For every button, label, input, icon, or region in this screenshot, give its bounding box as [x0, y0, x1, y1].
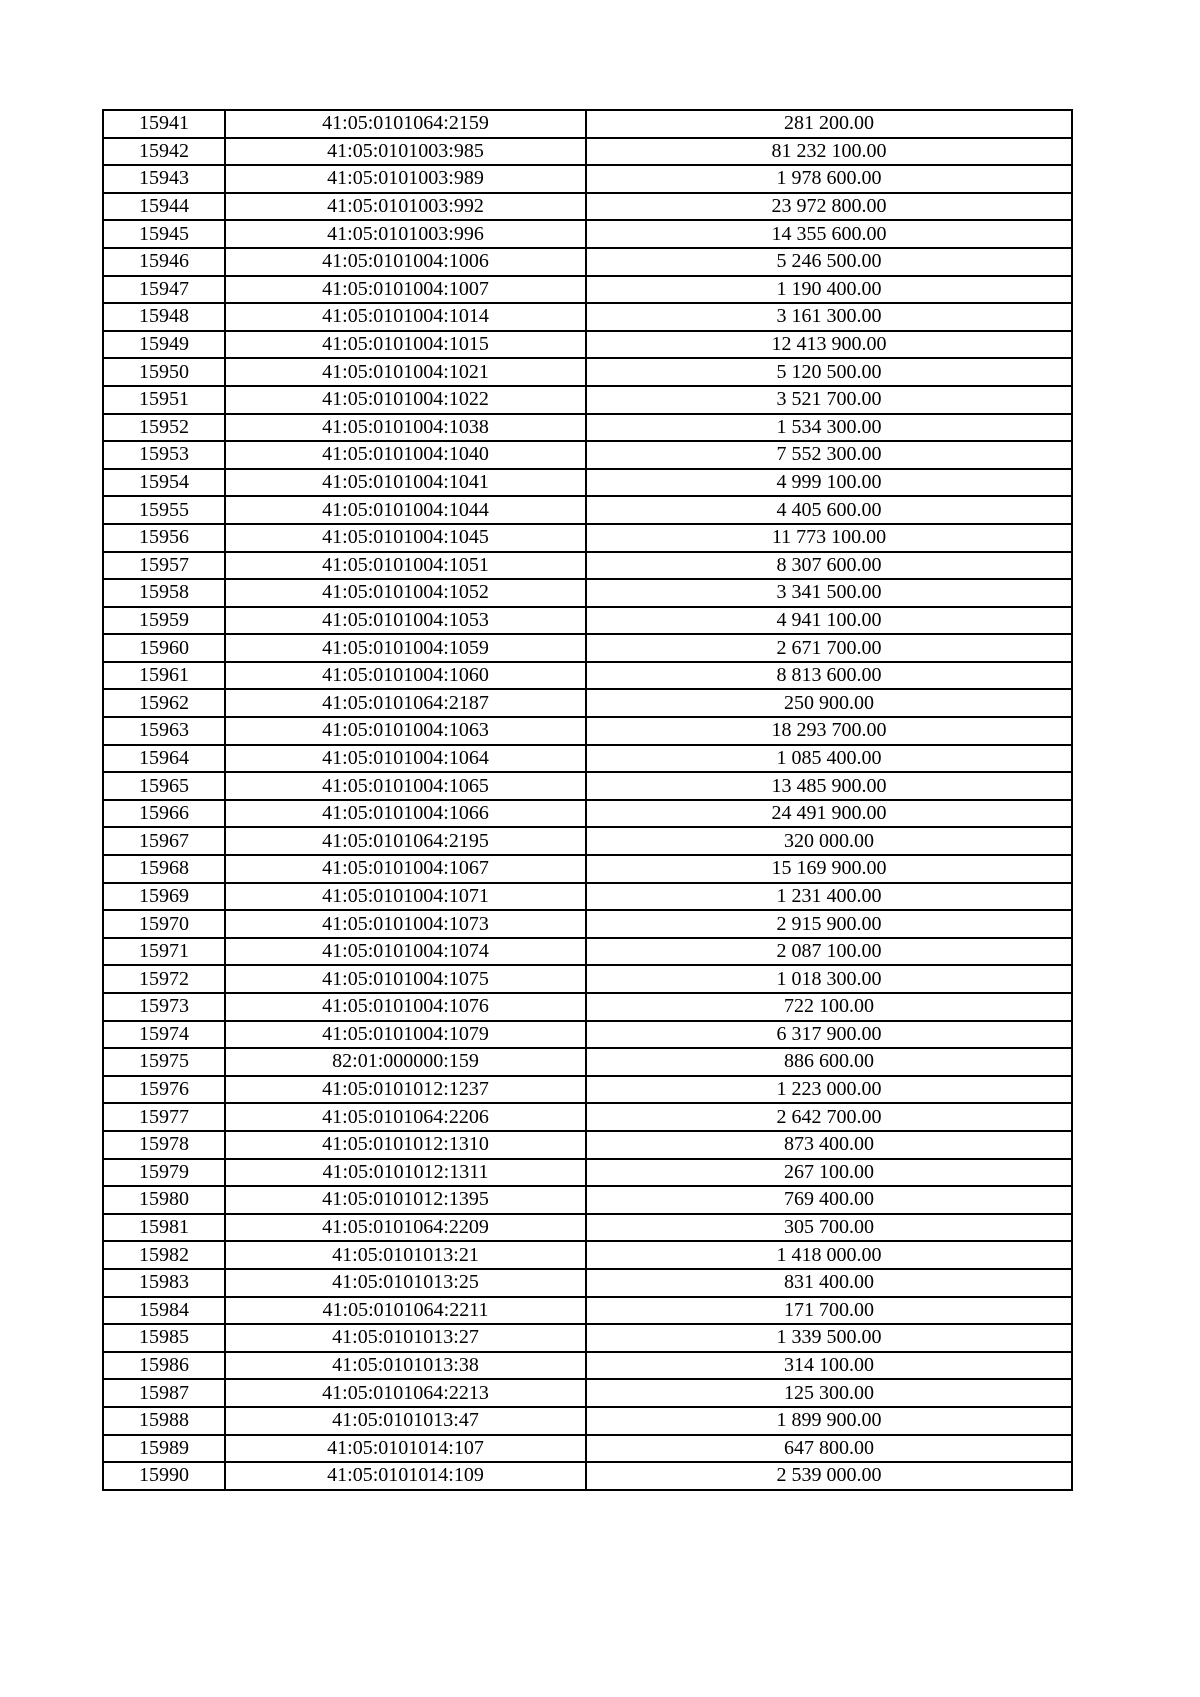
table-row — [103, 883, 1072, 911]
table-row — [103, 1214, 1072, 1242]
row-number-cell: 15947 — [103, 276, 225, 304]
table-row — [103, 441, 1072, 469]
table-row — [103, 1324, 1072, 1352]
table-row — [103, 1379, 1072, 1407]
table-row — [103, 1021, 1072, 1049]
table-row — [103, 248, 1072, 276]
cadastral-number-cell: 41:05:0101004:1066 — [225, 800, 586, 828]
cadastral-number-cell: 41:05:0101004:1052 — [225, 579, 586, 607]
cadastral-value-cell: 1 223 000.00 — [586, 1076, 1072, 1104]
cadastral-number-cell: 41:05:0101004:1075 — [225, 965, 586, 993]
row-number-cell: 15941 — [103, 110, 225, 138]
cadastral-number-cell: 41:05:0101064:2206 — [225, 1103, 586, 1131]
table-row — [103, 386, 1072, 414]
cadastral-value-cell: 647 800.00 — [586, 1435, 1072, 1463]
table-row — [103, 552, 1072, 580]
cadastral-number-cell: 41:05:0101012:1237 — [225, 1076, 586, 1104]
table-row — [103, 193, 1072, 221]
table-row — [103, 303, 1072, 331]
table-row — [103, 1297, 1072, 1325]
cadastral-number-cell: 41:05:0101004:1045 — [225, 524, 586, 552]
row-number-cell: 15974 — [103, 1021, 225, 1049]
cadastral-value-cell: 314 100.00 — [586, 1352, 1072, 1380]
cadastral-number-cell: 41:05:0101014:107 — [225, 1435, 586, 1463]
table-row — [103, 855, 1072, 883]
table-row — [103, 414, 1072, 442]
cadastral-value-cell: 1 978 600.00 — [586, 165, 1072, 193]
row-number-cell: 15960 — [103, 634, 225, 662]
cadastral-number-cell: 41:05:0101064:2159 — [225, 110, 586, 138]
table-row — [103, 1103, 1072, 1131]
cadastral-value-cell: 3 161 300.00 — [586, 303, 1072, 331]
cadastral-value-cell: 250 900.00 — [586, 689, 1072, 717]
row-number-cell: 15976 — [103, 1076, 225, 1104]
row-number-cell: 15981 — [103, 1214, 225, 1242]
cadastral-number-cell: 41:05:0101014:109 — [225, 1462, 586, 1490]
table-row — [103, 358, 1072, 386]
row-number-cell: 15954 — [103, 469, 225, 497]
table-row — [103, 1131, 1072, 1159]
table-row — [103, 965, 1072, 993]
table-row — [103, 717, 1072, 745]
table-row — [103, 220, 1072, 248]
cadastral-number-cell: 41:05:0101013:38 — [225, 1352, 586, 1380]
table-row — [103, 469, 1072, 497]
cadastral-number-cell: 41:05:0101013:47 — [225, 1407, 586, 1435]
row-number-cell: 15973 — [103, 993, 225, 1021]
row-number-cell: 15958 — [103, 579, 225, 607]
cadastral-number-cell: 41:05:0101004:1041 — [225, 469, 586, 497]
row-number-cell: 15977 — [103, 1103, 225, 1131]
table-row — [103, 1407, 1072, 1435]
cadastral-value-cell: 320 000.00 — [586, 827, 1072, 855]
cadastral-value-cell: 7 552 300.00 — [586, 441, 1072, 469]
table-row — [103, 1048, 1072, 1076]
table-row — [103, 1241, 1072, 1269]
cadastral-value-cell: 24 491 900.00 — [586, 800, 1072, 828]
cadastral-number-cell: 41:05:0101064:2213 — [225, 1379, 586, 1407]
cadastral-value-cell: 1 231 400.00 — [586, 883, 1072, 911]
row-number-cell: 15972 — [103, 965, 225, 993]
cadastral-number-cell: 41:05:0101003:989 — [225, 165, 586, 193]
cadastral-value-cell: 3 521 700.00 — [586, 386, 1072, 414]
cadastral-number-cell: 41:05:0101004:1074 — [225, 938, 586, 966]
row-number-cell: 15945 — [103, 220, 225, 248]
cadastral-value-cell: 23 972 800.00 — [586, 193, 1072, 221]
cadastral-number-cell: 41:05:0101003:992 — [225, 193, 586, 221]
table-row — [103, 800, 1072, 828]
table-row — [103, 331, 1072, 359]
row-number-cell: 15988 — [103, 1407, 225, 1435]
row-number-cell: 15987 — [103, 1379, 225, 1407]
row-number-cell: 15970 — [103, 910, 225, 938]
row-number-cell: 15980 — [103, 1186, 225, 1214]
cadastral-value-cell: 15 169 900.00 — [586, 855, 1072, 883]
table-row — [103, 993, 1072, 1021]
row-number-cell: 15956 — [103, 524, 225, 552]
row-number-cell: 15979 — [103, 1159, 225, 1187]
cadastral-value-cell: 4 999 100.00 — [586, 469, 1072, 497]
cadastral-number-cell: 41:05:0101064:2211 — [225, 1297, 586, 1325]
row-number-cell: 15965 — [103, 772, 225, 800]
cadastral-number-cell: 41:05:0101004:1021 — [225, 358, 586, 386]
cadastral-number-cell: 41:05:0101004:1060 — [225, 662, 586, 690]
row-number-cell: 15955 — [103, 496, 225, 524]
cadastral-number-cell: 41:05:0101012:1310 — [225, 1131, 586, 1159]
row-number-cell: 15982 — [103, 1241, 225, 1269]
cadastral-value-cell: 5 246 500.00 — [586, 248, 1072, 276]
cadastral-value-cell: 8 307 600.00 — [586, 552, 1072, 580]
cadastral-number-cell: 41:05:0101004:1065 — [225, 772, 586, 800]
cadastral-value-cell: 1 085 400.00 — [586, 745, 1072, 773]
row-number-cell: 15944 — [103, 193, 225, 221]
cadastral-number-cell: 41:05:0101004:1014 — [225, 303, 586, 331]
cadastral-value-cell: 267 100.00 — [586, 1159, 1072, 1187]
row-number-cell: 15986 — [103, 1352, 225, 1380]
table-body — [103, 110, 1072, 1490]
cadastral-value-cell: 1 899 900.00 — [586, 1407, 1072, 1435]
cadastral-number-cell: 41:05:0101064:2209 — [225, 1214, 586, 1242]
row-number-cell: 15964 — [103, 745, 225, 773]
row-number-cell: 15968 — [103, 855, 225, 883]
cadastral-value-cell: 886 600.00 — [586, 1048, 1072, 1076]
table-row — [103, 110, 1072, 138]
row-number-cell: 15984 — [103, 1297, 225, 1325]
row-number-cell: 15950 — [103, 358, 225, 386]
cadastral-number-cell: 41:05:0101012:1311 — [225, 1159, 586, 1187]
table-row — [103, 938, 1072, 966]
table-row — [103, 662, 1072, 690]
cadastral-value-cell: 2 671 700.00 — [586, 634, 1072, 662]
row-number-cell: 15967 — [103, 827, 225, 855]
cadastral-number-cell: 41:05:0101004:1038 — [225, 414, 586, 442]
cadastral-value-cell: 873 400.00 — [586, 1131, 1072, 1159]
cadastral-number-cell: 41:05:0101004:1064 — [225, 745, 586, 773]
table-row — [103, 276, 1072, 304]
cadastral-number-cell: 41:05:0101004:1076 — [225, 993, 586, 1021]
cadastral-value-cell: 6 317 900.00 — [586, 1021, 1072, 1049]
cadastral-value-cell: 722 100.00 — [586, 993, 1072, 1021]
cadastral-number-cell: 41:05:0101004:1007 — [225, 276, 586, 304]
row-number-cell: 15963 — [103, 717, 225, 745]
row-number-cell: 15983 — [103, 1269, 225, 1297]
table-row — [103, 1186, 1072, 1214]
row-number-cell: 15948 — [103, 303, 225, 331]
cadastral-value-cell: 125 300.00 — [586, 1379, 1072, 1407]
cadastral-number-cell: 41:05:0101064:2187 — [225, 689, 586, 717]
cadastral-value-cell: 281 200.00 — [586, 110, 1072, 138]
cadastral-number-cell: 41:05:0101004:1022 — [225, 386, 586, 414]
cadastral-value-cell: 2 087 100.00 — [586, 938, 1072, 966]
cadastral-value-cell: 1 339 500.00 — [586, 1324, 1072, 1352]
cadastral-value-cell: 1 534 300.00 — [586, 414, 1072, 442]
cadastral-number-cell: 41:05:0101003:996 — [225, 220, 586, 248]
cadastral-value-table — [102, 109, 1073, 1491]
cadastral-number-cell: 41:05:0101013:25 — [225, 1269, 586, 1297]
row-number-cell: 15989 — [103, 1435, 225, 1463]
row-number-cell: 15957 — [103, 552, 225, 580]
row-number-cell: 15952 — [103, 414, 225, 442]
cadastral-value-cell: 1 418 000.00 — [586, 1241, 1072, 1269]
row-number-cell: 15946 — [103, 248, 225, 276]
cadastral-number-cell: 41:05:0101064:2195 — [225, 827, 586, 855]
table-row — [103, 165, 1072, 193]
cadastral-number-cell: 41:05:0101003:985 — [225, 138, 586, 166]
cadastral-number-cell: 41:05:0101004:1040 — [225, 441, 586, 469]
table-row — [103, 827, 1072, 855]
cadastral-value-cell: 171 700.00 — [586, 1297, 1072, 1325]
table-row — [103, 1462, 1072, 1490]
cadastral-number-cell: 41:05:0101004:1051 — [225, 552, 586, 580]
cadastral-value-cell: 2 642 700.00 — [586, 1103, 1072, 1131]
cadastral-value-cell: 4 405 600.00 — [586, 496, 1072, 524]
table-row — [103, 745, 1072, 773]
cadastral-value-cell: 4 941 100.00 — [586, 607, 1072, 635]
cadastral-value-cell: 14 355 600.00 — [586, 220, 1072, 248]
row-number-cell: 15949 — [103, 331, 225, 359]
row-number-cell: 15961 — [103, 662, 225, 690]
cadastral-number-cell: 41:05:0101004:1059 — [225, 634, 586, 662]
table-row — [103, 634, 1072, 662]
table-row — [103, 579, 1072, 607]
cadastral-value-cell: 2 915 900.00 — [586, 910, 1072, 938]
table-row — [103, 138, 1072, 166]
table-row — [103, 1352, 1072, 1380]
row-number-cell: 15959 — [103, 607, 225, 635]
row-number-cell: 15943 — [103, 165, 225, 193]
cadastral-value-cell: 8 813 600.00 — [586, 662, 1072, 690]
cadastral-number-cell: 41:05:0101013:21 — [225, 1241, 586, 1269]
row-number-cell: 15951 — [103, 386, 225, 414]
cadastral-value-cell: 5 120 500.00 — [586, 358, 1072, 386]
row-number-cell: 15985 — [103, 1324, 225, 1352]
table-row — [103, 607, 1072, 635]
table-row — [103, 524, 1072, 552]
table-row — [103, 1076, 1072, 1104]
row-number-cell: 15971 — [103, 938, 225, 966]
cadastral-number-cell: 41:05:0101004:1053 — [225, 607, 586, 635]
table-row — [103, 1435, 1072, 1463]
cadastral-value-cell: 1 190 400.00 — [586, 276, 1072, 304]
cadastral-number-cell: 41:05:0101004:1063 — [225, 717, 586, 745]
cadastral-number-cell: 41:05:0101012:1395 — [225, 1186, 586, 1214]
cadastral-value-cell: 18 293 700.00 — [586, 717, 1072, 745]
cadastral-value-cell: 305 700.00 — [586, 1214, 1072, 1242]
table-row — [103, 1269, 1072, 1297]
row-number-cell: 15969 — [103, 883, 225, 911]
cadastral-number-cell: 41:05:0101004:1044 — [225, 496, 586, 524]
row-number-cell: 15975 — [103, 1048, 225, 1076]
row-number-cell: 15942 — [103, 138, 225, 166]
cadastral-number-cell: 41:05:0101004:1071 — [225, 883, 586, 911]
cadastral-number-cell: 41:05:0101004:1015 — [225, 331, 586, 359]
cadastral-value-cell: 831 400.00 — [586, 1269, 1072, 1297]
row-number-cell: 15990 — [103, 1462, 225, 1490]
cadastral-number-cell: 82:01:000000:159 — [225, 1048, 586, 1076]
row-number-cell: 15962 — [103, 689, 225, 717]
cadastral-number-cell: 41:05:0101004:1079 — [225, 1021, 586, 1049]
table-row — [103, 910, 1072, 938]
cadastral-number-cell: 41:05:0101004:1067 — [225, 855, 586, 883]
row-number-cell: 15978 — [103, 1131, 225, 1159]
cadastral-value-cell: 1 018 300.00 — [586, 965, 1072, 993]
cadastral-value-cell: 12 413 900.00 — [586, 331, 1072, 359]
table-row — [103, 689, 1072, 717]
cadastral-value-cell: 13 485 900.00 — [586, 772, 1072, 800]
cadastral-value-cell: 11 773 100.00 — [586, 524, 1072, 552]
cadastral-value-cell: 2 539 000.00 — [586, 1462, 1072, 1490]
cadastral-number-cell: 41:05:0101004:1006 — [225, 248, 586, 276]
table-row — [103, 496, 1072, 524]
cadastral-number-cell: 41:05:0101013:27 — [225, 1324, 586, 1352]
row-number-cell: 15953 — [103, 441, 225, 469]
cadastral-value-cell: 769 400.00 — [586, 1186, 1072, 1214]
cadastral-value-cell: 81 232 100.00 — [586, 138, 1072, 166]
cadastral-value-cell: 3 341 500.00 — [586, 579, 1072, 607]
cadastral-number-cell: 41:05:0101004:1073 — [225, 910, 586, 938]
row-number-cell: 15966 — [103, 800, 225, 828]
table-row — [103, 772, 1072, 800]
table-row — [103, 1159, 1072, 1187]
